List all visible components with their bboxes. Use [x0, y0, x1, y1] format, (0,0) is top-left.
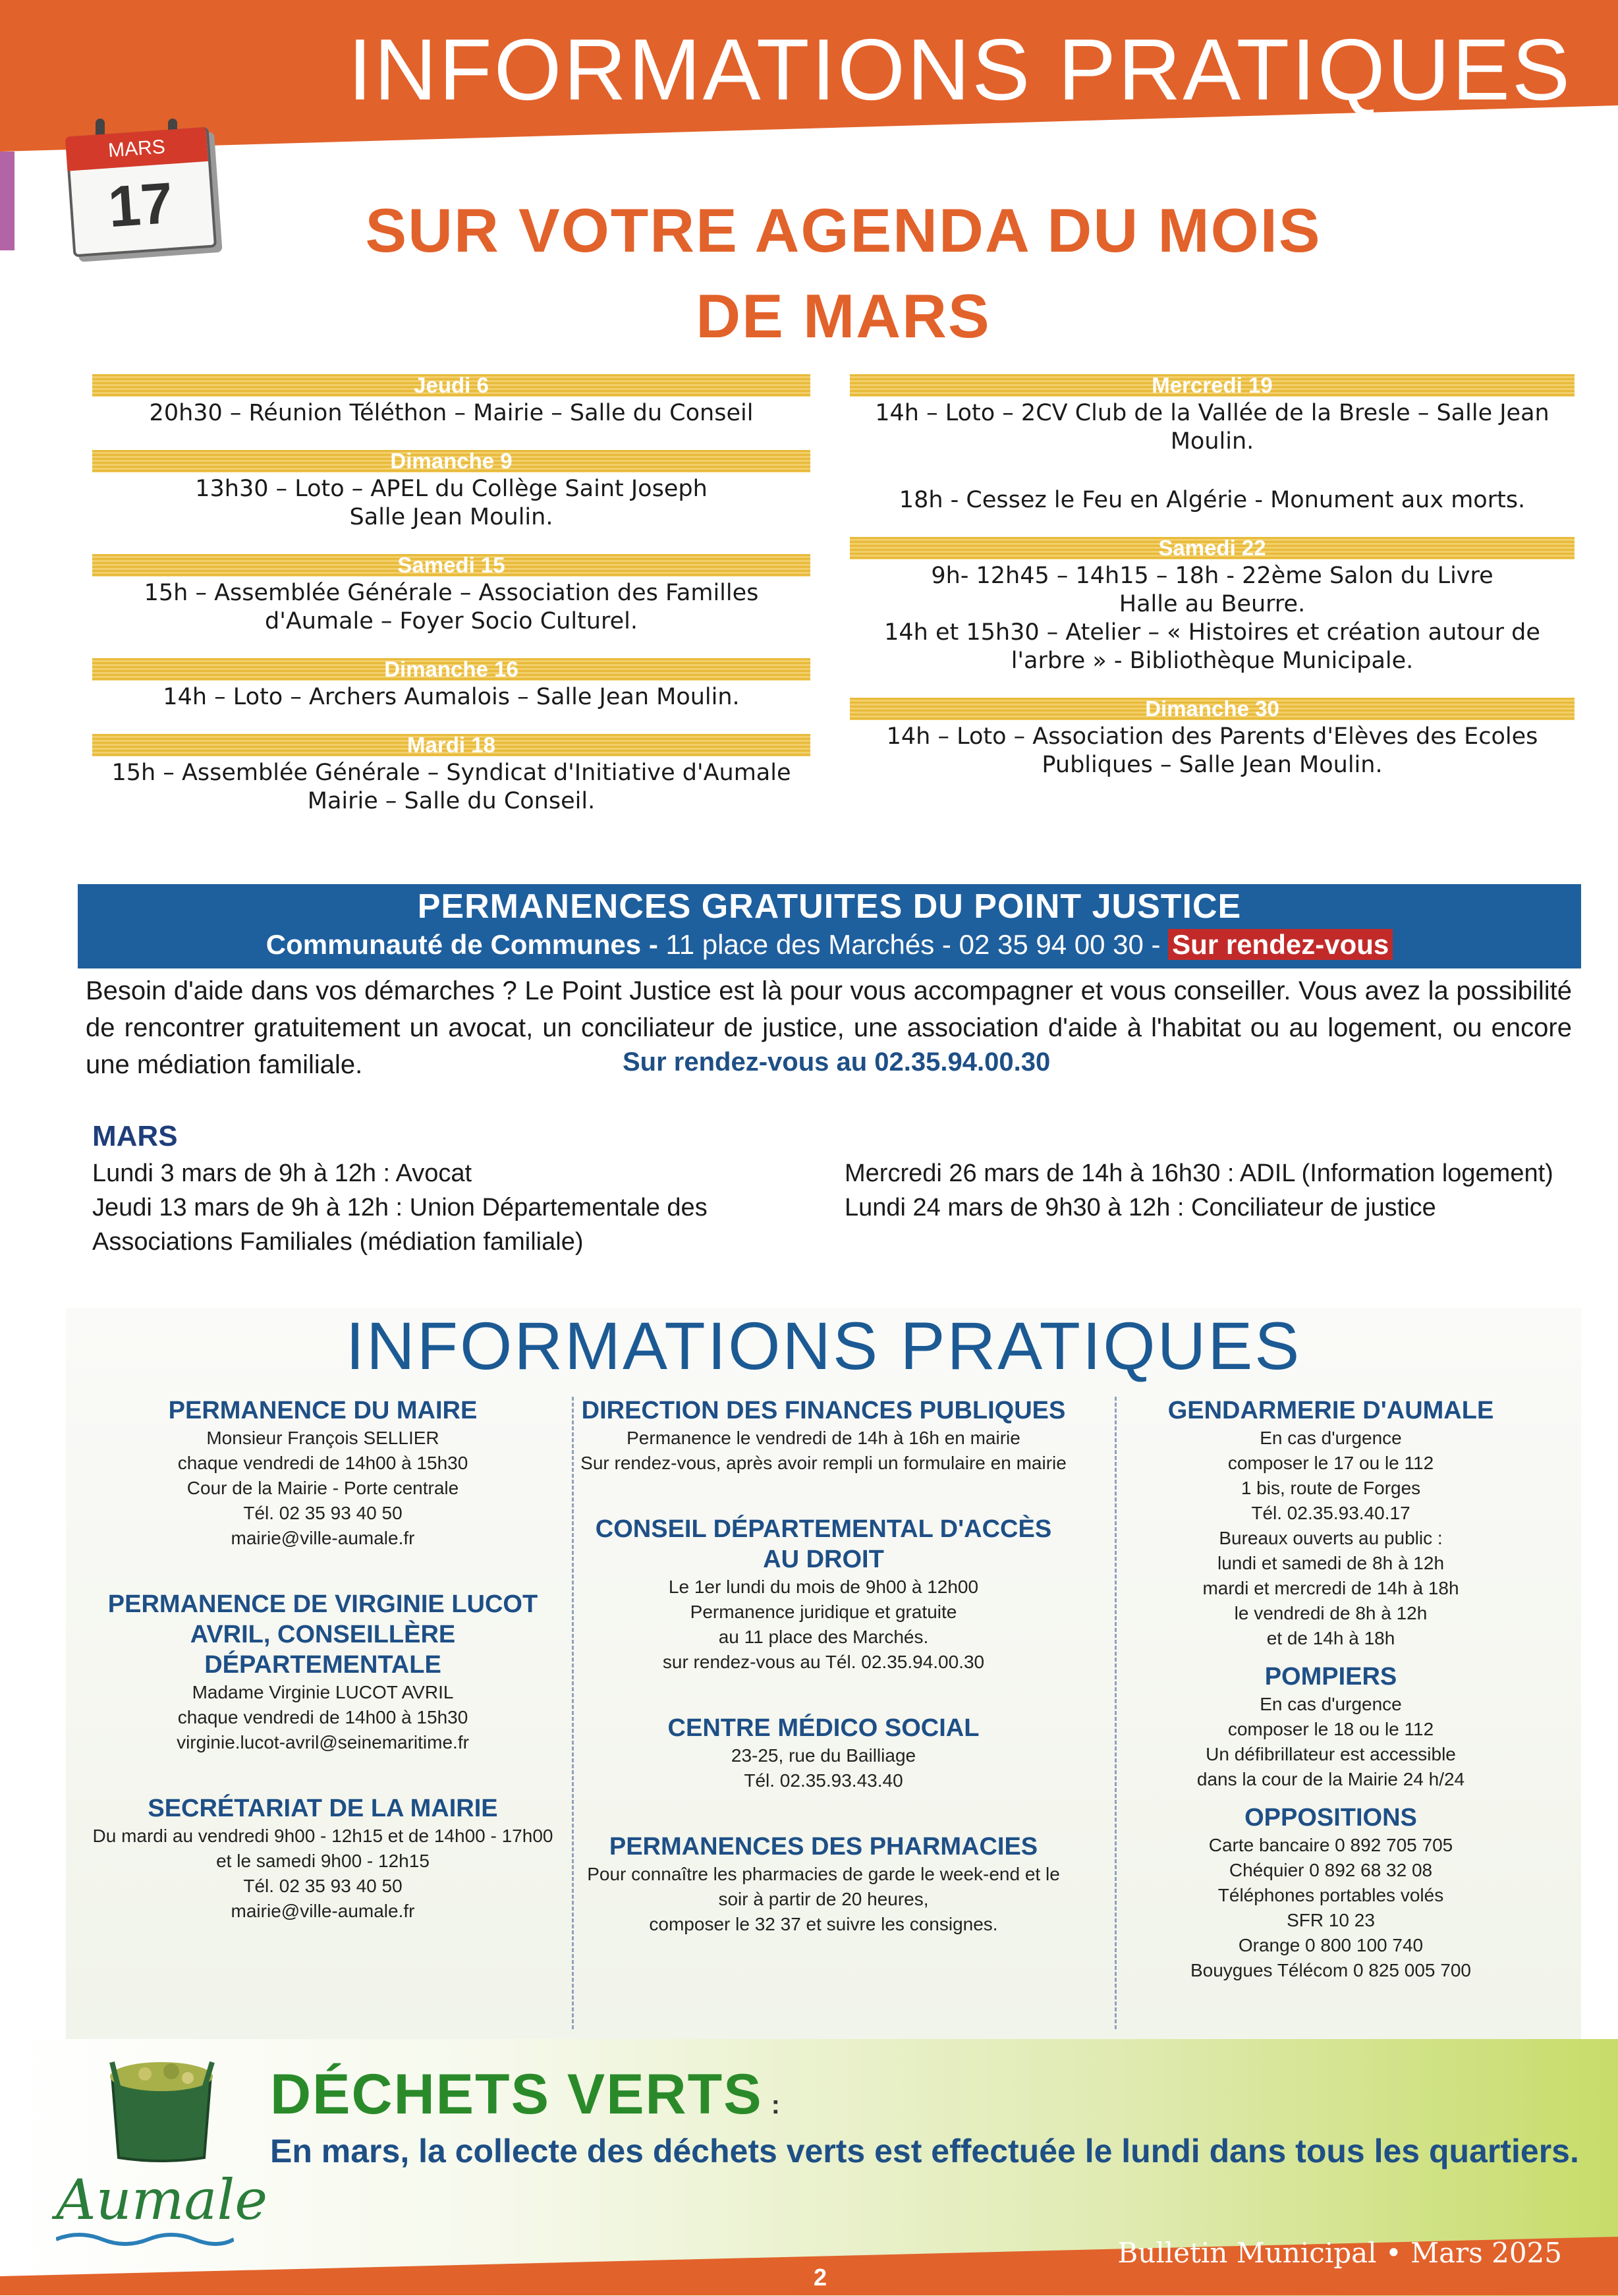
calendar-icon [69, 119, 211, 250]
green-waste-text: En mars, la collecte des déchets verts est effectuée le lundi dans tous les quartiers. [270, 2133, 1579, 2170]
green-waste-title-text: DÉCHETS VERTS [270, 2063, 763, 2126]
event-text: 18h - Cessez le Feu en Algérie - Monument aux morts. [899, 487, 1526, 513]
info-block [72, 1793, 573, 1924]
point-justice-title: PERMANENCES GRATUITES DU POINT JUSTICE [417, 887, 1242, 926]
event-text: 13h30 – Loto – APEL du Collège Saint Joseph Salle Jean Moulin. [195, 476, 708, 530]
agenda-event [92, 554, 810, 636]
calendar-page [65, 127, 217, 258]
green-waste-bag-icon [99, 2049, 224, 2164]
point-justice-text: Besoin d'aide dans vos démarches ? Le Point Justice est là pour vous accompagner et vous conseiller. Vous avez la possibilité de rencontrer gratuitement un avocat, un conciliateur de justice, une association d'aide à l'habitat ou au logement, ou encore une médiation familiale. [86, 976, 1572, 1079]
info-heading: PERMANENCE DU MAIRE [168, 1397, 478, 1424]
permanence-line: Lundi 3 mars de 9h à 12h : Avocat [92, 1160, 472, 1187]
info-heading: PERMANENCES DES PHARMACIES [609, 1833, 1038, 1861]
info-block [72, 1395, 573, 1551]
info-block [580, 1514, 1067, 1675]
point-justice-subtitle [78, 929, 1581, 961]
infos-column-3 [1120, 1395, 1542, 2021]
permanence-line: Jeudi 13 mars de 9h à 12h : Union Départementale des Associations Familiales (médiation familiale) [92, 1194, 708, 1256]
aumale-logo: Aumale [56, 2168, 268, 2232]
event-day: Mercredi 19 [850, 374, 1575, 397]
event-day: Samedi 22 [850, 537, 1575, 559]
agenda-event [850, 698, 1575, 779]
point-justice-rdv-badge: Sur rendez-vous [1168, 929, 1393, 960]
infos-column-1 [72, 1395, 573, 1962]
info-heading: DIRECTION DES FINANCES PUBLIQUES [581, 1397, 1066, 1424]
event-day: Samedi 15 [92, 554, 810, 576]
info-details: 23-25, rue du Bailliage Tél. 02.35.93.43.40 [731, 1745, 916, 1791]
page-title: INFORMATIONS PRATIQUES [348, 21, 1572, 118]
page-number: 2 [814, 2264, 827, 2291]
agenda-right-column [850, 374, 1575, 802]
event-day: Dimanche 30 [850, 698, 1575, 720]
permanence-line: Lundi 24 mars de 9h30 à 12h : Conciliateur de justice [845, 1194, 1436, 1221]
point-justice-org: Communauté de Communes - [265, 929, 666, 960]
info-block [1120, 1803, 1542, 1983]
agenda-title-line2: DE MARS [696, 281, 991, 350]
infos-title: INFORMATIONS PRATIQUES [345, 1308, 1302, 1384]
column-divider [1115, 1397, 1117, 2029]
event-text: 9h- 12h45 – 14h15 – 18h - 22ème Salon du Livre Halle au Beurre. 14h et 15h30 – Atelier – « Histoires et création autour de l'arbre » - Bibliothèque Municipale. [884, 563, 1540, 674]
info-details: En cas d'urgence composer le 18 ou le 112 Un défibrillateur est accessible dans la cour de la Mairie 24 h/24 [1196, 1694, 1465, 1789]
agenda-event [92, 374, 810, 428]
info-details: Du mardi au vendredi 9h00 - 12h15 et de 14h00 - 17h00 et le samedi 9h00 - 12h15 Tél. 02 35 93 40 50 mairie@ville-aumale.fr [92, 1826, 553, 1921]
permanences-month: MARS [92, 1120, 178, 1152]
info-heading: OPPOSITIONS [1244, 1804, 1417, 1832]
event-text: 14h – Loto – 2CV Club de la Vallée de la Bresle – Salle Jean Moulin. [875, 400, 1549, 455]
event-text: 15h – Assemblée Générale – Syndicat d'Initiative d'Aumale Mairie – Salle du Conseil. [111, 760, 791, 814]
info-heading: CONSEIL DÉPARTEMENTAL D'ACCÈS AU DROIT [595, 1515, 1052, 1573]
event-day: Dimanche 9 [92, 450, 810, 472]
info-block [1120, 1662, 1542, 1792]
event-day: Mardi 18 [92, 734, 810, 756]
info-block [580, 1713, 1067, 1793]
point-justice-phone: Sur rendez-vous au 02.35.94.00.30 [623, 1048, 1051, 1077]
permanences-right-list [845, 1156, 1582, 1225]
point-justice-address: 11 place des Marchés - 02 35 94 00 30 - [665, 929, 1169, 960]
agenda-event [92, 450, 810, 532]
agenda-event [92, 734, 810, 816]
green-waste-title-colon: : [762, 2090, 781, 2119]
info-details: Pour connaître les pharmacies de garde le week-end et le soir à partir de 20 heures, composer le 32 37 et suivre les consignes. [587, 1864, 1060, 1934]
green-waste-title [270, 2062, 781, 2127]
event-text: 15h – Assemblée Générale – Association des Familles d'Aumale – Foyer Socio Culturel. [144, 580, 759, 634]
info-block [1120, 1395, 1542, 1651]
info-block [72, 1589, 573, 1755]
info-heading: GENDARMERIE D'AUMALE [1167, 1397, 1494, 1424]
logo-wave-icon [56, 2230, 234, 2249]
agenda-event [92, 658, 810, 712]
event-text: 14h – Loto – Association des Parents d'Elèves des Ecoles Publiques – Salle Jean Moulin. [886, 723, 1538, 778]
bulletin-label: Bulletin Municipal • Mars 2025 [1117, 2237, 1562, 2269]
infos-column-2 [580, 1395, 1067, 1975]
permanence-line: Mercredi 26 mars de 14h à 16h30 : ADIL (Information logement) [845, 1160, 1553, 1187]
calendar-day: 17 [106, 169, 175, 240]
event-text: 20h30 – Réunion Téléthon – Mairie – Salle du Conseil [149, 400, 754, 426]
info-block [580, 1832, 1067, 1937]
info-block [580, 1395, 1067, 1476]
agenda-title [250, 188, 1436, 359]
info-details: Madame Virginie LUCOT AVRIL chaque vendredi de 14h00 à 15h30 virginie.lucot-avril@seinemaritime.fr [177, 1682, 469, 1752]
agenda-title-line1: SUR VOTRE AGENDA DU MOIS [365, 196, 1322, 265]
info-details: En cas d'urgence composer le 17 ou le 112 1 bis, route de Forges Tél. 02.35.93.40.17 Bureaux ouverts au public : lundi et samedi de 8h à 12h mardi et mercredi de 14h à 18h le vendredi de 8h à 12h et de 14h à 18h [1202, 1428, 1459, 1648]
info-heading: PERMANENCE DE VIRGINIE LUCOT AVRIL, CONSEILLÈRE DÉPARTEMENTALE [107, 1590, 538, 1679]
info-details: Le 1er lundi du mois de 9h00 à 12h00 Permanence juridique et gratuite au 11 place des Marchés. sur rendez-vous au Tél. 02.35.94.00.30 [662, 1577, 985, 1672]
event-text: 14h – Loto – Archers Aumalois – Salle Jean Moulin. [163, 684, 740, 710]
info-details: Permanence le vendredi de 14h à 16h en mairie Sur rendez-vous, après avoir rempli un formulaire en mairie [580, 1428, 1067, 1473]
agenda-event [850, 374, 1575, 515]
permanences-left-list [92, 1156, 830, 1259]
agenda-left-column [92, 374, 810, 838]
agenda-event [850, 537, 1575, 675]
info-details: Monsieur François SELLIER chaque vendredi de 14h00 à 15h30 Cour de la Mairie - Porte centrale Tél. 02 35 93 40 50 mairie@ville-aumale.fr [177, 1428, 468, 1548]
event-day: Dimanche 16 [92, 658, 810, 681]
info-heading: SECRÉTARIAT DE LA MAIRIE [148, 1795, 498, 1822]
info-heading: POMPIERS [1264, 1663, 1397, 1691]
info-details: Carte bancaire 0 892 705 705 Chéquier 0 892 68 32 08 Téléphones portables volés SFR 10 23 Orange 0 800 100 740 Bouygues Télécom 0 825 005 700 [1190, 1835, 1471, 1980]
info-heading: CENTRE MÉDICO SOCIAL [667, 1714, 980, 1742]
event-day: Jeudi 6 [92, 374, 810, 397]
left-accent-bar [0, 152, 14, 250]
calendar-month: MARS [65, 127, 208, 171]
